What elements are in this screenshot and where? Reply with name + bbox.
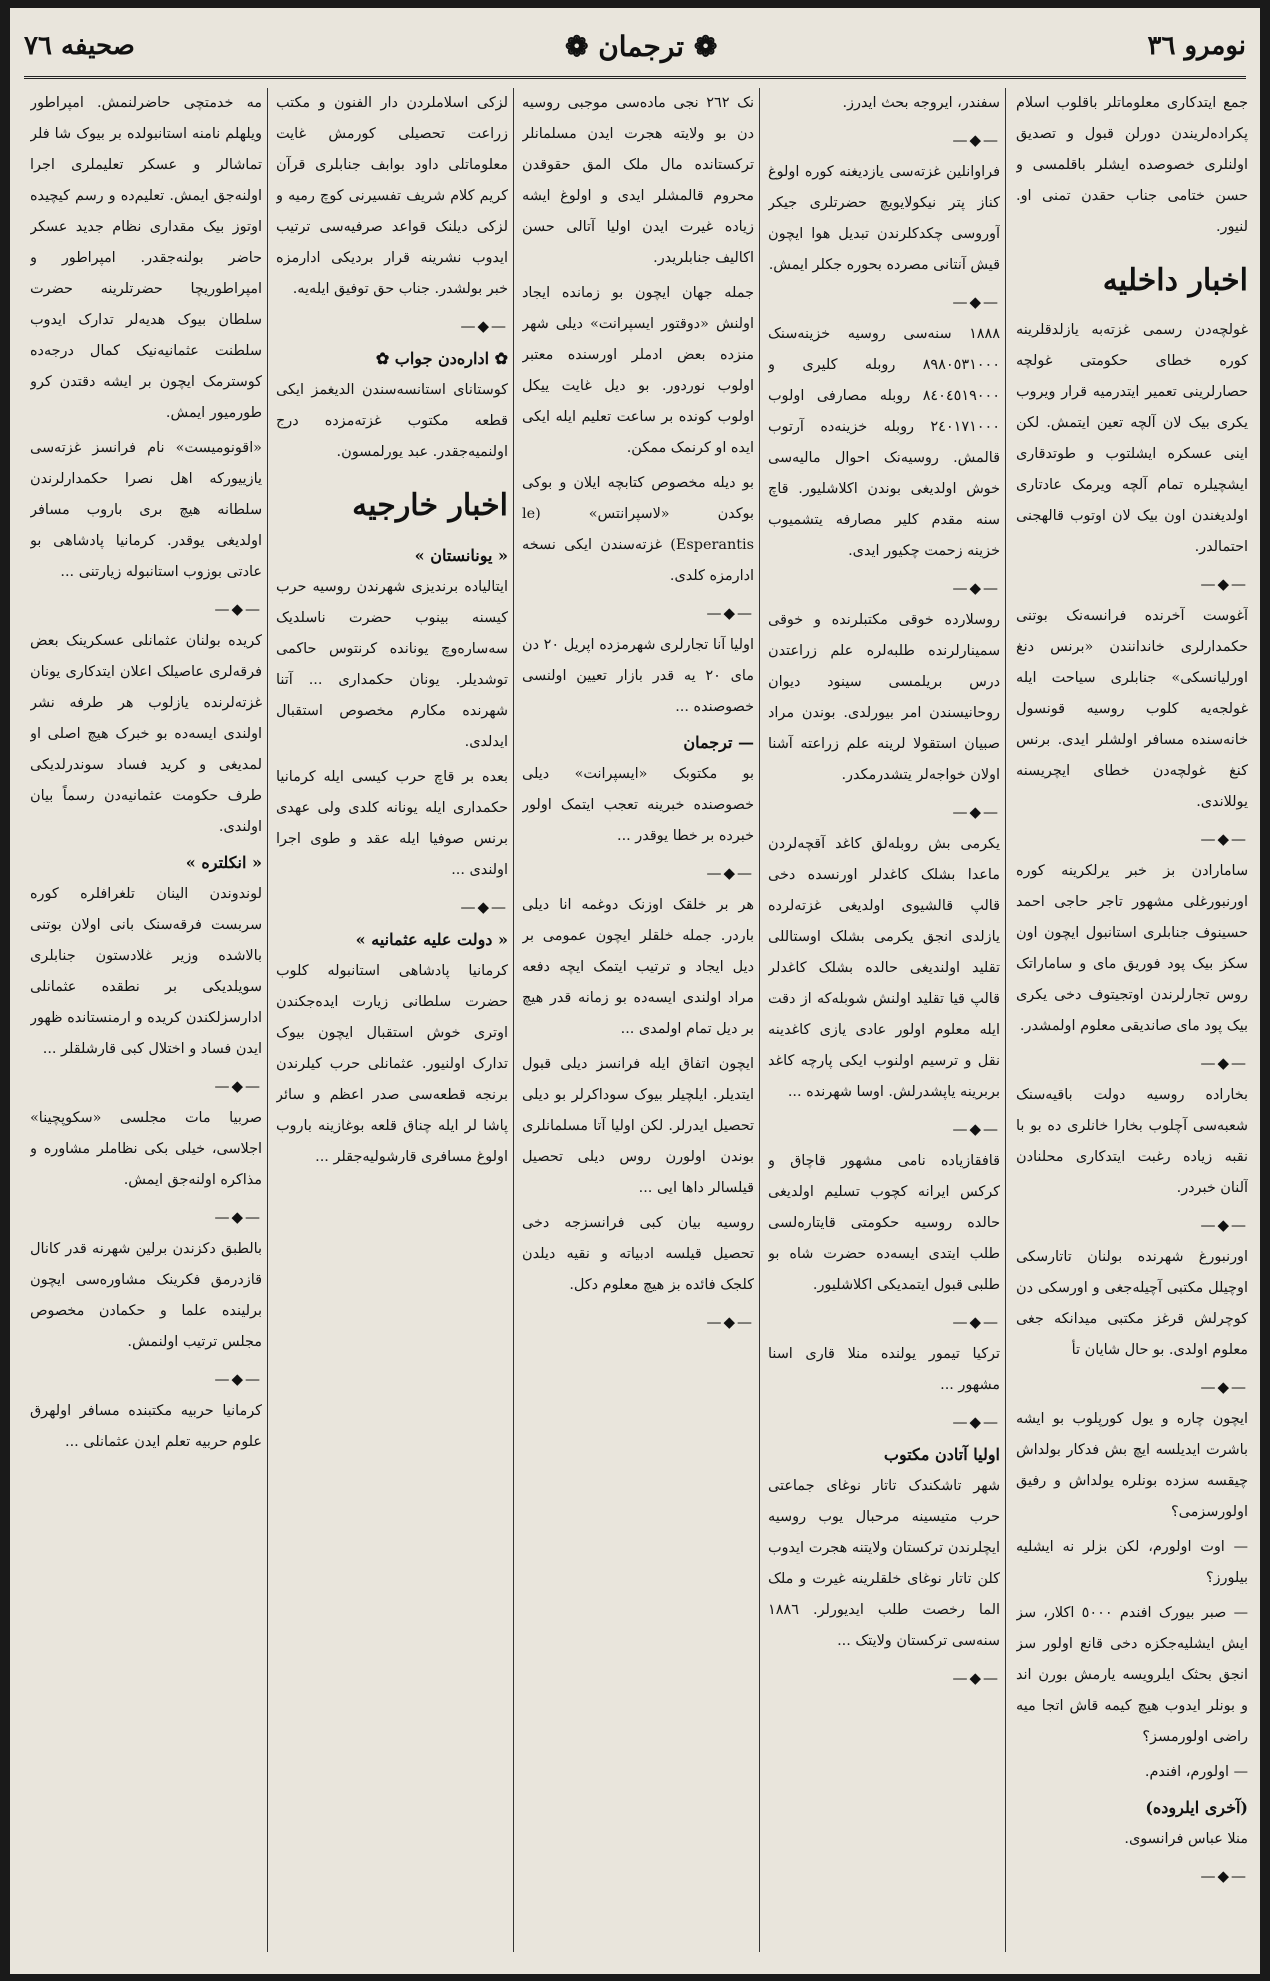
article: [1016, 1824, 1248, 1855]
article: [1016, 1080, 1248, 1204]
column-rule: [1005, 88, 1006, 1952]
section-subheading: — ترجمان: [683, 733, 754, 752]
article-paragraph: سامارادن بز خبر یرلکرینه کوره اورنبورغلی مشهور تاجر حاجی احمد حسینوف جنابلری استانبول ایچون اون سکز بیک پود فوریق مای و ساماراتک روس تجارلرندن اوتجیتوف دخی یکری بیک پود مای صاندیقی معلوم اولمشدر.: [1016, 863, 1248, 1034]
article: [1016, 1757, 1248, 1788]
article: [1016, 1242, 1248, 1366]
article-paragraph: ایتالیاده برندیزی شهرندن روسیه حرب کیسنه بینوب حضرت ناسلدیک سه‌ساره‌وچ یونانده کرنتوس حاکمی توشدیلر. یونان حکمداری ... آتنا شهرنده مکارم مخصوص استقبال ایدلدی.: [276, 579, 508, 750]
section-subheading: « دولت علیه عثمانیه »: [355, 930, 508, 949]
section-subheading: (آخری ایلروده): [1145, 1798, 1248, 1817]
article: [30, 88, 262, 429]
article-paragraph: قافقازیاده نامی مشهور قاچاق و کرکس ایرانه کچوب تسلیم اولدیغی حالده روسیه حکومتی قایتاره‌لسی طلب ایتدی ایسه‌ده حضرت شاه بو طلبی قبول ایتمدیکی اکلاشلیور.: [768, 1153, 1000, 1293]
article-paragraph: صربیا مات مجلسی «سکوپچینا» اجلاسی، خیلی بکی نظاملر مشاوره و مذاکره اولنه‌جق ایمش.: [30, 1110, 262, 1188]
article-paragraph: نک ٢٦٢ نجی ماده‌سی موجبی روسیه دن بو ولایته هجرت ایدن مسلمانلر ترکستانده مال ملک المق حقوقدن محروم قالمشلر ایدی و اولوغ ایشه زیاده غیرت ایدن اولیا آتالی حسن اکالیف جنابلریدر.: [522, 95, 754, 266]
article-paragraph: جمله جهان ایچون بو زمانده ایجاد اولنش «دوقتور ایسپرانت» دیلی شهر منزده بعض ادملر اورسنده معتبر اولوب نوردور. بو دیل غایت ییکل اولوب کونده بر ساعت تعلیم ایله ایکی ایده او کرنمک ممکن.: [522, 285, 754, 456]
article: [30, 626, 262, 843]
article-separator: —◆—: [1200, 1378, 1248, 1396]
article-paragraph: روسلارده خوقی مکتبلرنده و خوقی سمینارلرنده طلبه‌لره علم زراعتدن درس بریلمسی سینود دیوان روحانیسندن امر بیورلدی. بوندن مراد صبیان استقولا لرینه علم زراعته آشنا اولان خواجه‌لر یتشدرمکدر.: [768, 612, 1000, 783]
article: [1016, 88, 1248, 243]
column-4: [276, 88, 508, 1952]
article-paragraph: «اقونومیست» نام فرانسز غزته‌سی یازییورکه اهل نصرا حکمدارلرندن سلطانه هیچ بری باروب مسافر اولدیغی یوقدر. کرمانیا پادشاهی بو عادتی بوزوب استانبوله زیارتنی ...: [30, 440, 262, 580]
article-paragraph: ترکیا تیمور یولنده منلا قاری اسنا مشهور ...: [768, 1346, 1000, 1393]
article: [768, 1471, 1000, 1657]
article-paragraph: لزکی اسلاملردن دار الفنون و مکتب زراعت تحصیلی کورمش غایت معلوماتلی داود بوابف جنابلری قرآن کریم کلام شریف تفسیرنی کوچ رمیه و لزکی دیلنک قواعد صرفیه‌سی ترتیب ایدوب نشرینه قرار بردیکی ادارمزه خبر بولشدر. جناب حق توفیق ایله‌یه.: [276, 95, 508, 297]
article: [768, 319, 1000, 567]
column-5: [30, 88, 262, 1952]
page-number: صحيفه ٧٦: [24, 31, 135, 61]
article: [768, 1146, 1000, 1301]
article: [522, 88, 754, 274]
article-paragraph: بالطبق دکزندن برلین شهرنه قدر کانال قازدرمق فکرینک مشاوره‌سی ایچون برلینده علما و حکمادن مخصوص مجلس ترتیب اولنمش.: [30, 1241, 262, 1350]
column-1: [1016, 88, 1248, 1952]
article: [1016, 1532, 1248, 1594]
article-paragraph: ١٨٨٨ سنه‌سی روسیه خزینه‌سنک ٨٩٨٠٥٣١٠٠٠ روبله کلیری و ٨٤٠٤٥١٩٠٠٠ روبله مصارفی اولوب ٢٤٠١٧١٠٠٠ روبله خزینه‌ده آرتوب قالمش. روسیه‌نک احوال مالیه‌سی خوش اولدیغی بوندن اکلاشلیور. قاچ سنه مقدم کلیر مصارفه یتشمیوب خزینه زحمت چکیور ایدی.: [768, 326, 1000, 559]
article-separator: —◆—: [214, 1077, 262, 1095]
article-paragraph: کرمانیا حربیه مکتبنده مسافر اولهرق علوم حربیه تعلم ایدن عثمانلی ...: [30, 1403, 262, 1450]
section-title: اخبار خارجیه: [352, 488, 508, 523]
article-paragraph: روسیه بیان کبی فرانسزجه دخی تحصیل قیلسه ادبیاته و نقیه دیلدن کلجک فائده بز هیچ معلوم دکل.: [522, 1215, 754, 1293]
article-paragraph: اورنبورغ شهرنده بولنان تاتارسکی اوچیلل مکتبی آچیله‌جغی و اورسکی دن کوچرلش قرغز مکتبی میدانکه جغی معلوم اولدی. بو حال شایان تأ: [1016, 1249, 1248, 1358]
article-paragraph: جمع ایتدکاری معلوماتلر باقلوب اسلام پکراده‌لریندن دورلن قبول و تصدیق اولنلری خصوصده ایشلر باقلمسی و حسن ختامی جناب حقدن تمنی او. لنیور.: [1016, 95, 1248, 235]
article-separator: —◆—: [1200, 830, 1248, 848]
article-separator: —◆—: [460, 898, 508, 916]
article-paragraph: کوستانای استانسه‌سندن الدیغمز ایکی قطعه مکتوب غزته‌مزده درج اولنمیه‌جقدر. عبد یورلمسون.: [276, 382, 508, 460]
article: [1016, 1598, 1248, 1753]
article-separator: —◆—: [952, 579, 1000, 597]
column-rule: [513, 88, 514, 1952]
article-separator: —◆—: [214, 1208, 262, 1226]
article-separator: —◆—: [706, 1313, 754, 1331]
article-paragraph: بخاراده روسیه دولت باقیه‌سنک شعبه‌سی آچلوب بخارا خانلری ده بو با نقبه زیاده رغبت ایتدکاری محلنادن آلنان خبردر.: [1016, 1087, 1248, 1196]
article: [768, 88, 1000, 119]
newspaper-page: [10, 8, 1260, 1974]
article: [1016, 315, 1248, 563]
article-separator: —◆—: [952, 1120, 1000, 1138]
article-paragraph: اولیا آنا تجارلری شهرمزده اپریل ٢٠ دن مای ٢٠ یه قدر بازار تعیین اولنسی خصوصنده ...: [522, 637, 754, 715]
issue-number: نومرو ٣٦: [1147, 31, 1246, 61]
article-paragraph: ایچون اتفاق ایله فرانسز دیلی قبول ایتدیلر. ایلچیلر بیوک سوداکرلر بو دیلی تحصیل ایدرلر. لکن اولیا آتا مسلمانلری بوندن اولورن روس دیلی تحصیل قیلسالر داها ایی ...: [522, 1056, 754, 1196]
article: [276, 375, 508, 468]
section-title: اخبار داخلیه: [1102, 263, 1248, 298]
article: [276, 88, 508, 305]
section-subheading: « یونانستان »: [414, 546, 508, 565]
article-separator: —◆—: [214, 600, 262, 618]
article-paragraph: بو مکتوبک «ایسپرانت» دیلی خصوصنده خبرینه تعجب ایتمک اولور خبرده بر خطا یوقدر ...: [522, 766, 754, 844]
article: [30, 879, 262, 1065]
article-separator: —◆—: [706, 604, 754, 622]
article: [522, 890, 754, 1045]
article: [768, 829, 1000, 1108]
article: [30, 1103, 262, 1196]
article-separator: —◆—: [952, 1313, 1000, 1331]
article-paragraph: غولچه‌دن رسمی غزته‌به یازلدقلرینه کوره خطای حکومتی غولچه حصارلرینی تعمیر ایتدرمیه قرار ویروب یکری بیک لان آلچه تعین ایتمش. لکن اینی عسکره ایشلتوب و طوتدقاری ایشچیلره تمام آلچه ویرمک عادتاری اولدیغندن اون بیک لان اوتوب قالهجنی احتمالدر.: [1016, 322, 1248, 555]
column-rule: [267, 88, 268, 1952]
article: [522, 1208, 754, 1301]
article: [30, 1396, 262, 1458]
article: [522, 759, 754, 852]
article-paragraph: منلا عباس فرانسوی.: [1124, 1831, 1248, 1847]
article-separator: —◆—: [952, 293, 1000, 311]
column-rule: [759, 88, 760, 1952]
article-paragraph: آغوست آخرنده فرانسه‌نک بوتنی حکمدارلری خاندانندن «برنس دنغ اورلیانسکی» جنابلری سیاحت ایله غولجه‌یه کلوب روسیه قونسول خانه‌سنده مسافر اولشلر ایدی. برنس کنغ غولچه‌دن خطای ایچریسنه یوللاندی.: [1016, 608, 1248, 810]
article: [768, 605, 1000, 791]
article-paragraph: ایچون چاره و یول کورپلوب بو ایشه باشرت ایدیلسه ایچ بش فدکار بولداش چیقسه سزده بونلره یولداش و رفیق اولورسزمی؟: [1016, 1411, 1248, 1520]
article-separator: —◆—: [214, 1370, 262, 1388]
article-paragraph: — اولورم، افندم.: [1144, 1764, 1248, 1780]
article-separator: —◆—: [952, 1669, 1000, 1687]
article: [768, 1339, 1000, 1401]
article-separator: —◆—: [460, 317, 508, 335]
article: [276, 572, 508, 758]
article-separator: —◆—: [952, 803, 1000, 821]
article-paragraph: کرمانیا پادشاهی استانبوله کلوب حضرت سلطانی زیارت ایده‌جکندن اوتری خوش استقبال ایچون بیوک تدارک اولنیور. عثمانلی حرب کیلرندن برنجه قطعه‌سی صدر اعظم و سائر پاشا لر ایله چناق قلعه بوغازینه باروب اولوغ مسافری قارشولیه‌جقلر ...: [276, 963, 508, 1165]
article-paragraph: — صبر بیورک افندم ٥٠٠٠ اکلار، سز ایش ایشلیه‌جکزه دخی قانع اولور سز انجق بحثک ایلرویسه یارمش بورن اند و بونلر ایدوب هیچ کیمه قاش اتجا میه راضی اولورمسز؟: [1016, 1605, 1248, 1745]
article-separator: —◆—: [1200, 575, 1248, 593]
article: [522, 630, 754, 723]
article-paragraph: — اوت اولورم، لکن بزلر نه ایشلیه بیلورز؟: [1016, 1539, 1248, 1586]
section-subheading: اولیا آتادن مکتوب: [883, 1445, 1000, 1464]
article-separator: —◆—: [706, 864, 754, 882]
article-paragraph: بو دیله مخصوص کتابچه ایلان و بوکی بوکدن «لاسپرانتس» (le Esperantis) غزته‌سندن ایکی نسخه ادارمزه کلدی.: [522, 475, 754, 584]
article-paragraph: هر بر خلقک اوزنک دوغمه انا دیلی باردر. جمله خلقلر ایچون عمومی بر دیل ایجاد و ترتیب ایتمک ایچه دفعه مراد اولندی ایسه‌ده بو زمانه قدر هیچ بر دیل تمام اولمدی ...: [522, 897, 754, 1037]
article: [522, 278, 754, 464]
article-separator: —◆—: [1200, 1054, 1248, 1072]
article-separator: —◆—: [1200, 1867, 1248, 1885]
column-2: [768, 88, 1000, 1952]
article: [30, 433, 262, 588]
article-paragraph: فراوانلین غزته‌سی یازدیغنه کوره اولوغ کناز پتر نیکولایویچ حضرتلری جیکر آوروسی چکدکلرندن تبدیل هوا ایچون قیش آنتانی مصرده بحوره جکلر ایمش.: [768, 164, 1000, 273]
article-paragraph: بعده بر قاچ حرب کیسی ایله کرمانیا حکمداری ایله یونانه کلدی ولی عهدی برنس صوفیا ایله عقد و طوی اجرا اولندی ...: [276, 769, 508, 878]
section-subheading: « انکلتره »: [185, 853, 262, 872]
article-paragraph: یکرمی بش روبله‌لق کاغد آقچه‌لردن ماعدا بشلک کاغدلر اورنسده دخی قالپ قالشیوی اولدیغی غزته‌لرده یازلدی انجق یکرمی بشلک اوستاللی تقلید اولندیغی حالده بشلک کاغدلر قالپ قیا تقلید اولنش شوبله‌که از دقت ایله معلوم اولور عادی یازی کاغدینه نقل و ترسیم اولنوب ایکی پارچه کاغد بربرینه یاپشدرلش. اوسا شهرنده ...: [768, 836, 1000, 1100]
article-separator: —◆—: [1200, 1216, 1248, 1234]
article: [1016, 856, 1248, 1042]
article-separator: —◆—: [952, 131, 1000, 149]
article-paragraph: کریده بولنان عثمانلی عسکرینک بعض فرقه‌لری عاصیلک اعلان ایتدکاری یونان غزته‌لرنده یازلوب هر طرفه نشر اولندی ایسه‌ده بو خبرک هیچ اصلی او لمدیغی و کرید فساد سوندرلدیکی طرف حکومت عثمانیه‌دن رسماً بیان اولندی.: [30, 633, 262, 835]
article: [522, 468, 754, 592]
section-subheading: ✿ اداره‌دن جواب ✿: [375, 349, 508, 368]
article-paragraph: مه خدمتچی حاضرلنمش. امپراطور ویلهلم نامنه استانبولده بر بیوک شا فلر تماشالر و عسکر تعلیملری اجرا اولنه‌جق ایمش. تعلیم‌ده و رسم کیچیده اوتوز بیک مقداری نظام جدید عسکر حاضر بولنه‌جقدر. امپراطور و امپراطوریچا حضرتلرینه حضرت سلطان بیوک هدیه‌لر تدارک ایدوب سلطنت عثمانیه‌نیک کمال درجه‌ده کوسترمک ایچون بر ایشه دقتدن کرو طورمیور ایمش.: [30, 95, 262, 421]
article-paragraph: لوندوندن الینان تلغرافلره کوره سربست فرقه‌سنک بانی اولان بوتنی بالاشده وزیر غلادستون جنابلری سویلدیکی بر نطقده عثمانلی ادارسزلکندن کریده و ارمنستانده ظهور ایدن فساد و اختلال کبی قارشلقلر ...: [30, 886, 262, 1057]
article-paragraph: سفندر، ایروجه بحث ایدرز.: [842, 95, 1000, 111]
article-separator: —◆—: [952, 1413, 1000, 1431]
article: [276, 762, 508, 886]
article: [276, 956, 508, 1173]
newspaper-title: ❁ ترجمان ❁: [565, 29, 718, 63]
article-paragraph: شهر تاشکندک تاتار نوغای جماعتی حرب متیسینه مرحبال یوب روسیه ایچلرندن ترکستان ولایتنه هجرت ایدوب کلن تاتار نوغای خلقلرینه غیرت و ملک الما رخصت طلب ایدیورلر. ١٨٨٦ سنه‌سی ترکستان ولایتک ...: [768, 1478, 1000, 1649]
article: [768, 157, 1000, 281]
column-3: [522, 88, 754, 1952]
article: [1016, 1404, 1248, 1528]
article: [30, 1234, 262, 1358]
article: [1016, 601, 1248, 818]
article: [522, 1049, 754, 1204]
masthead: [24, 16, 1246, 79]
